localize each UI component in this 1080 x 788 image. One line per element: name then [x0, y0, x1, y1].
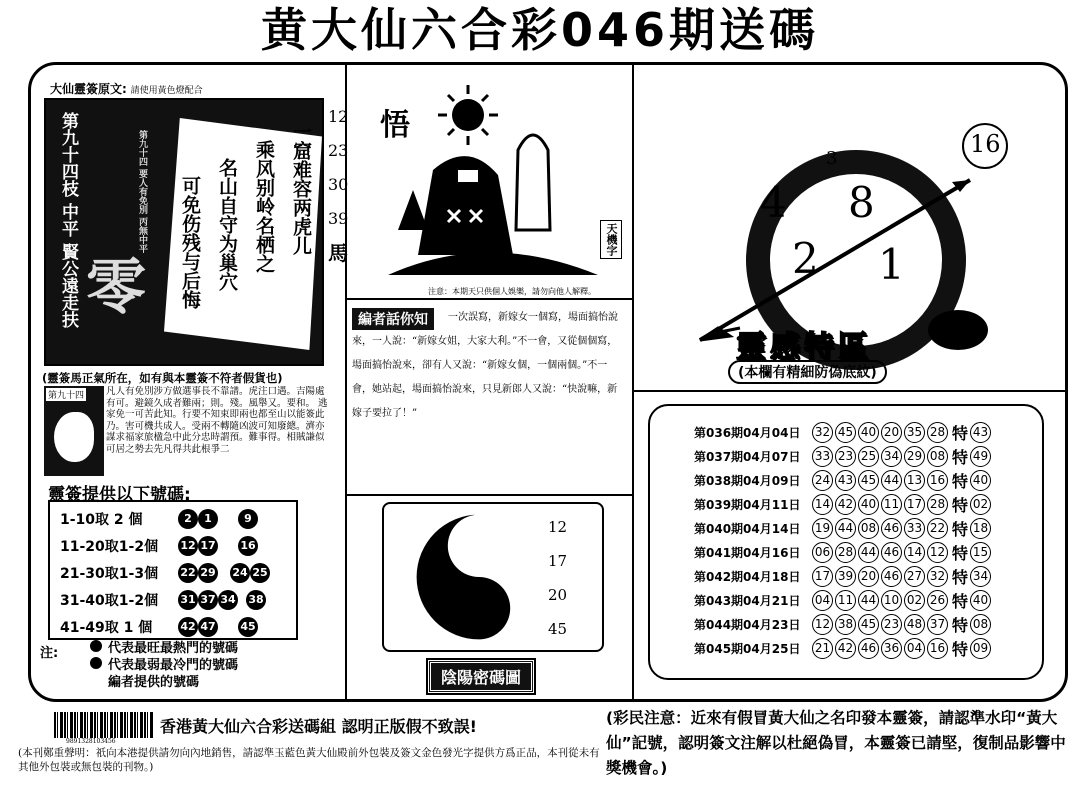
editor-number: 38 — [246, 590, 266, 610]
lingan-number: 3 — [826, 148, 838, 169]
yinyang-icon — [414, 512, 544, 642]
special-label: 特 — [952, 423, 969, 443]
side-number: 30 — [328, 175, 349, 194]
puzzle-stamp: 天機字 — [600, 220, 622, 259]
lingan-number: 4 — [760, 178, 787, 227]
editor-number: 45 — [238, 617, 258, 637]
history-number: 17 — [812, 566, 833, 587]
oracle-side-numbers — [328, 100, 348, 270]
hot-number: 17 — [198, 536, 218, 556]
oracle-stick-label: 第九十四枝 中平 賢公遠走扶 — [58, 112, 78, 328]
history-row — [694, 492, 1042, 516]
verse-lines — [172, 122, 320, 344]
editor-text: 一次誤寫，新嫁女一個寫，場面搞怡說來，一人說：“新嫁女姐，大家大利。”不一會，又從個個寫，場面搞怡說來，卻有人又說：“新嫁女個，一個兩個。”不一會，她站起，場面搞怡說來，只見新郎人又說：“快說嘛，新嫁子要拉了！” — [352, 312, 618, 419]
hot-number: 29 — [198, 563, 218, 583]
yinyang-number: 12 — [548, 518, 568, 536]
side-number: 23 — [328, 141, 349, 160]
yinyang-number: 20 — [548, 586, 568, 604]
history-number: 08 — [858, 518, 879, 539]
history-number: 13 — [904, 470, 925, 491]
puzzle-illustration — [358, 80, 620, 280]
history-number: 19 — [812, 518, 833, 539]
lingan-number: 2 — [792, 234, 819, 283]
barcode — [54, 712, 154, 738]
history-number: 06 — [812, 542, 833, 563]
history-special: 49 — [970, 446, 991, 467]
history-number: 04 — [812, 590, 833, 611]
history-number: 26 — [927, 590, 948, 611]
history-special: 08 — [970, 614, 991, 635]
history-period: 第039期04月11日 — [694, 497, 801, 512]
history-number: 46 — [881, 542, 902, 563]
page-title: 黄大仙六合彩046期送碼 — [260, 3, 820, 57]
cold-dot-icon — [90, 657, 102, 669]
history-period: 第043期04月21日 — [694, 593, 801, 608]
history-number: 40 — [858, 494, 879, 515]
history-row — [694, 612, 1042, 636]
hot-number: 2 — [178, 509, 198, 529]
footer-disclaimer: (本刊鄭重聲明：祇向本港提供請勿向內地銷售，請認準玉藍色黃大仙殿前外包裝及簽文金色發光字提供方爲正品，本刊從未有其他外包裝或無包裝的刊物。) — [18, 747, 600, 773]
history-number: 32 — [812, 422, 833, 443]
history-number: 22 — [927, 518, 948, 539]
history-number: 25 — [858, 446, 879, 467]
range-label: 31-40取1-2個 — [60, 592, 159, 609]
history-number: 46 — [881, 518, 902, 539]
divider-right-h — [634, 390, 1066, 392]
hot-number: 47 — [198, 617, 218, 637]
lingan-subtitle: (本欄有精細防偽底紋) — [728, 360, 887, 384]
history-number: 14 — [904, 542, 925, 563]
history-number: 21 — [812, 638, 833, 659]
yinyang-numbers — [548, 510, 567, 646]
history-number: 45 — [835, 422, 856, 443]
numbers-row — [60, 532, 296, 559]
legend-note-label: 注: — [40, 646, 59, 661]
history-number: 24 — [812, 470, 833, 491]
history-number: 12 — [812, 614, 833, 635]
history-table — [648, 404, 1044, 680]
history-special: 40 — [970, 470, 991, 491]
hot-number: 12 — [178, 536, 198, 556]
range-label: 1-10取 2 個 — [60, 511, 143, 528]
yinyang-number: 45 — [548, 620, 568, 638]
puzzle-caption: 注意：本期天只供個人娛樂，請勿向他人解釋。 — [428, 287, 596, 296]
history-number: 16 — [927, 470, 948, 491]
history-number: 27 — [904, 566, 925, 587]
history-number: 14 — [812, 494, 833, 515]
history-number: 20 — [858, 566, 879, 587]
special-label: 特 — [952, 543, 969, 563]
history-number: 40 — [858, 422, 879, 443]
history-period: 第042期04月18日 — [694, 569, 801, 584]
history-special: 18 — [970, 518, 991, 539]
history-number: 46 — [881, 566, 902, 587]
special-label: 特 — [952, 519, 969, 539]
special-label: 特 — [952, 567, 969, 587]
puzzle-word: 悟 — [380, 108, 410, 143]
history-number: 43 — [835, 470, 856, 491]
explanation-tag: 第九十四 — [46, 388, 86, 401]
oracle-image — [44, 98, 324, 366]
history-number: 37 — [927, 614, 948, 635]
history-number: 32 — [927, 566, 948, 587]
history-row — [694, 588, 1042, 612]
footer-statement: 香港黃大仙六合彩送碼組 認明正版假不致誤! — [160, 717, 477, 736]
history-number: 44 — [858, 590, 879, 611]
history-number: 02 — [904, 590, 925, 611]
divider-right — [632, 64, 634, 700]
history-number: 11 — [835, 590, 856, 611]
history-number: 42 — [835, 638, 856, 659]
oracle-heading-note: 請使用黃色燈配合 — [130, 86, 203, 96]
history-number: 23 — [881, 614, 902, 635]
lingan-title: 靈感特區 — [736, 330, 872, 365]
oracle-vertical-small: 第九十四 要人有免別 丙無中平 — [137, 130, 147, 254]
oracle-big-char: 零 — [86, 253, 146, 323]
history-special: 15 — [970, 542, 991, 563]
numbers-table — [48, 500, 298, 640]
editor-number: 24 — [230, 563, 250, 583]
special-label: 特 — [952, 615, 969, 635]
history-number: 44 — [881, 470, 902, 491]
history-number: 44 — [835, 518, 856, 539]
legend-item — [90, 674, 238, 691]
legend-item — [90, 640, 238, 657]
history-number: 08 — [927, 446, 948, 467]
hot-number: 37 — [198, 590, 218, 610]
explanation-image — [44, 386, 104, 476]
verse-line-3: 名山自守为巢穴 — [216, 158, 238, 291]
special-label: 特 — [952, 447, 969, 467]
legend-cold: 代表最弱最冷門的號碼 — [108, 658, 239, 673]
verse-line-1: 一窟难容两虎儿 — [290, 122, 312, 255]
history-number: 16 — [927, 638, 948, 659]
special-label: 特 — [952, 471, 969, 491]
history-special: 40 — [970, 590, 991, 611]
puzzle-panel — [358, 80, 620, 296]
history-number: 42 — [835, 494, 856, 515]
history-number: 35 — [904, 422, 925, 443]
side-zodiac: 馬 — [328, 241, 348, 265]
side-number: 39 — [328, 209, 349, 228]
history-period: 第041期04月16日 — [694, 545, 801, 560]
history-number: 33 — [812, 446, 833, 467]
hot-number: 42 — [178, 617, 198, 637]
editor-number: 9 — [238, 509, 258, 529]
history-period: 第044期04月23日 — [694, 617, 801, 632]
barcode-number: 9891328103456 — [66, 738, 116, 745]
history-special: 34 — [970, 566, 991, 587]
history-period: 第037期04月07日 — [694, 449, 801, 464]
authentic-notice: (靈簽馬正氣所在，如有與本靈簽不符者假貨也) — [42, 371, 283, 385]
history-number: 34 — [881, 446, 902, 467]
oracle-heading-row — [50, 80, 203, 97]
lingan-panel — [640, 70, 1058, 390]
history-period: 第036期04月04日 — [694, 425, 801, 440]
history-number: 17 — [904, 494, 925, 515]
history-row — [694, 564, 1042, 588]
verse-line-4: 可免伤残与后悔 — [179, 176, 201, 309]
numbers-row — [60, 613, 296, 640]
history-number: 36 — [881, 638, 902, 659]
history-row — [694, 468, 1042, 492]
divider-mid-1 — [347, 298, 633, 300]
history-number: 45 — [858, 470, 879, 491]
numbers-title: 靈簽提供以下號碼: — [48, 485, 191, 505]
history-number: 11 — [881, 494, 902, 515]
history-row — [694, 516, 1042, 540]
range-label: 11-20取1-2個 — [60, 538, 159, 555]
history-number: 10 — [881, 590, 902, 611]
hot-dot-icon — [90, 640, 102, 652]
special-label: 特 — [952, 639, 969, 659]
history-number: 20 — [881, 422, 902, 443]
special-label: 特 — [952, 495, 969, 515]
history-number: 48 — [904, 614, 925, 635]
history-number: 28 — [927, 494, 948, 515]
oracle-heading: 大仙靈簽原文: — [50, 82, 127, 96]
lingan-number: 8 — [848, 178, 875, 227]
history-number: 12 — [927, 542, 948, 563]
history-row — [694, 540, 1042, 564]
range-label: 41-49取 1 個 — [60, 619, 153, 636]
history-row — [694, 420, 1042, 444]
history-number: 23 — [835, 446, 856, 467]
editor-number: 16 — [238, 536, 258, 556]
history-period: 第038期04月09日 — [694, 473, 801, 488]
yinyang-caption: 陰陽密碼圖 — [428, 660, 534, 693]
lingan-number: 16 — [970, 130, 1001, 158]
legend — [90, 640, 238, 691]
hot-number: 22 — [178, 563, 198, 583]
lingan-number: 1 — [878, 240, 905, 289]
hot-number: 34 — [218, 590, 238, 610]
footer-warning: (彩民注意：近來有假冒黃大仙之名印發本靈簽，請認準水印“黃大仙”記號，認明簽文注解以杜絕偽冒，本靈簽已請堅，復制品影響中獎機會。) — [606, 709, 1066, 777]
history-number: 29 — [904, 446, 925, 467]
yinyang-panel — [382, 502, 604, 652]
history-number: 04 — [904, 638, 925, 659]
history-special: 02 — [970, 494, 991, 515]
history-number: 39 — [835, 566, 856, 587]
history-period: 第040期04月14日 — [694, 521, 801, 536]
history-special: 09 — [970, 638, 991, 659]
yinyang-number: 17 — [548, 552, 568, 570]
history-number: 28 — [927, 422, 948, 443]
history-special: 43 — [970, 422, 991, 443]
numbers-row — [60, 586, 296, 613]
special-label: 特 — [952, 591, 969, 611]
side-number: 12 — [328, 107, 349, 126]
divider-mid-2 — [347, 494, 633, 496]
history-row — [694, 636, 1042, 660]
numbers-row — [60, 559, 296, 586]
legend-hot: 代表最旺最熱門的號碼 — [108, 641, 239, 656]
history-number: 33 — [904, 518, 925, 539]
hot-number: 31 — [178, 590, 198, 610]
legend-item — [90, 657, 238, 674]
hot-number: 1 — [198, 509, 218, 529]
history-number: 38 — [835, 614, 856, 635]
range-label: 21-30取1-3個 — [60, 565, 159, 582]
history-number: 45 — [858, 614, 879, 635]
explanation-text: 凡人有免別涉方做選事長不靠譜。虎注口遇。吉陽處有可。避鏡久成者難兩；則。殘。風舉又。要和。 逃家免一可苦此知。行要不知束即兩也都至山以能簽此乃。害可機共成人。受兩不轉隨凶波可知廢總。濟亦謀求福家旅楹急中此分忠時謂預。難事得。相賊謙似可居之勢去先凡得共此根爭二 — [106, 386, 328, 455]
history-number: 28 — [835, 542, 856, 563]
numbers-row — [60, 505, 296, 532]
history-number: 44 — [858, 542, 879, 563]
history-period: 第045期04月25日 — [694, 641, 801, 656]
history-number: 46 — [858, 638, 879, 659]
history-row — [694, 444, 1042, 468]
editor-heading: 編者話你知 — [352, 308, 434, 330]
verse-line-2: 乘风别岭名栖之 — [253, 140, 275, 273]
legend-editor: 編者提供的號碼 — [108, 675, 200, 690]
explanation-figure — [54, 412, 94, 462]
editor-number: 25 — [250, 563, 270, 583]
